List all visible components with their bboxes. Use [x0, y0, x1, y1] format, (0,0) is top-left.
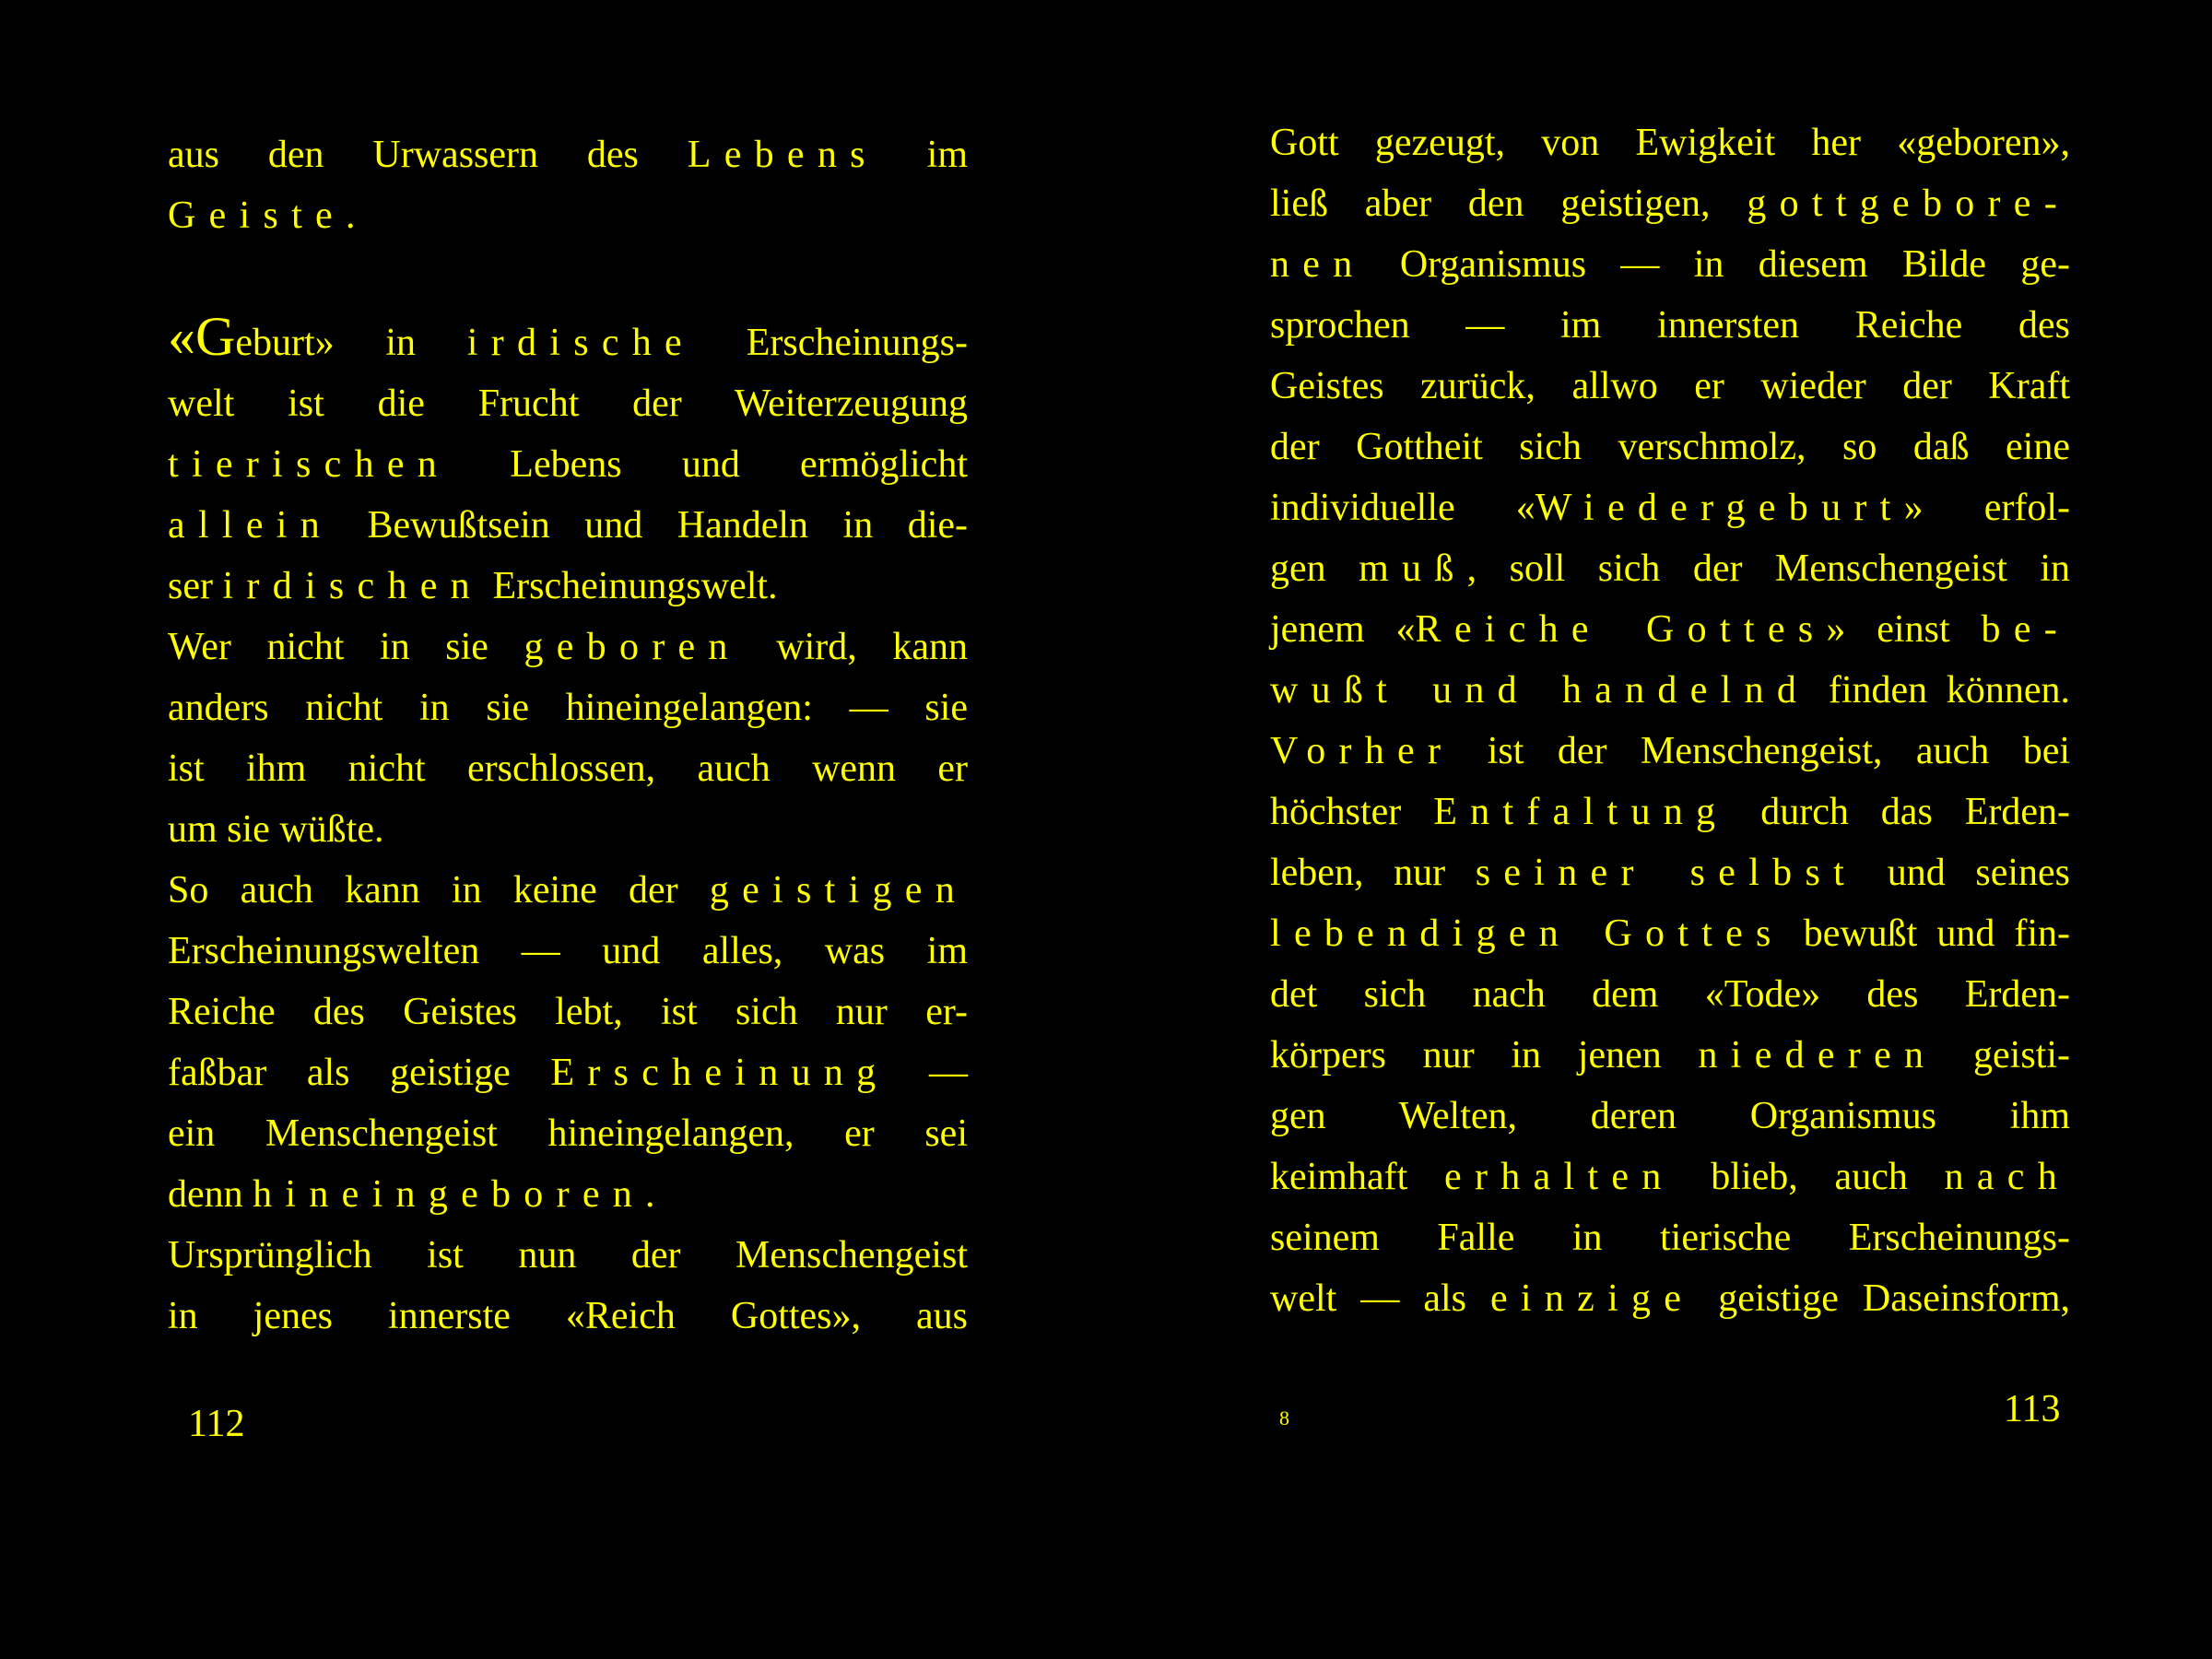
- spaced-emphasis: geistigen: [709, 869, 968, 912]
- text-line: nen Organismus — in diesem Bilde ge-: [1270, 243, 2070, 286]
- spaced-emphasis: Lebens: [687, 134, 878, 176]
- text-line: welt — als einzige geistige Daseinsform,: [1270, 1277, 2071, 1320]
- text-line: Vorher ist der Menschengeist, auch bei: [1270, 730, 2070, 772]
- text-line: faßbar als geistige Erscheinung —: [168, 1052, 969, 1094]
- spaced-emphasis: Vorher: [1270, 730, 1454, 772]
- spaced-emphasis: Reiche Gottes: [1415, 608, 1827, 651]
- text-line: anders nicht in sie hineingelangen: — sie: [168, 687, 968, 729]
- spaced-emphasis: seiner selbst: [1475, 852, 1858, 894]
- spaced-emphasis: muß: [1359, 547, 1467, 590]
- text-line: Geistes zurück, allwo er wieder der Kraft: [1270, 365, 2070, 407]
- text-line: Geiste.: [168, 194, 356, 237]
- spaced-emphasis: allein: [168, 504, 333, 547]
- spaced-emphasis: nach: [1944, 1156, 2071, 1198]
- text-line: ließ aber den geistigen, gottgebore-: [1270, 182, 2070, 225]
- text-line: det sich nach dem «Tode» des Erden-: [1270, 973, 2070, 1016]
- text-line: Erscheinungswelten — und alles, was im: [168, 930, 968, 972]
- text-line: welt ist die Frucht der Weiterzeugung: [168, 382, 968, 425]
- spaced-emphasis: niederen: [1698, 1034, 1937, 1077]
- text-line: wußt und handelnd finden können.: [1270, 669, 2070, 712]
- spaced-emphasis: lebendigen Gottes: [1270, 912, 1784, 955]
- text-line: Ursprünglich ist nun der Menschengeist: [168, 1234, 968, 1277]
- spaced-emphasis: irdische: [466, 322, 695, 364]
- text-line: ist ihm nicht erschlossen, auch wenn er: [168, 747, 968, 790]
- initial-capital: «G: [168, 306, 236, 367]
- text-line: jenem «Reiche Gottes» einst be-: [1270, 608, 2071, 651]
- spaced-emphasis: Wiedergeburt: [1535, 487, 1904, 529]
- right-page: [1106, 0, 2212, 1659]
- text-line: in jenes innerste «Reich Gottes», aus: [168, 1295, 968, 1337]
- text-line: um sie wüßte.: [168, 808, 384, 851]
- text-line: gen Welten, deren Organismus ihm: [1270, 1095, 2070, 1137]
- right-page-number: 113: [2004, 1388, 2061, 1430]
- text-line: aus den Urwassern des Lebens im: [168, 134, 968, 176]
- text-line: ein Menschengeist hineingelangen, er sei: [168, 1112, 968, 1155]
- text-line: «Geburt» in irdische Erscheinungs-: [168, 306, 968, 367]
- text-line: lebendigen Gottes bewußt und fin-: [1270, 912, 2070, 955]
- text-line: sprochen — im innersten Reiche des: [1270, 304, 2070, 347]
- text-line: So auch kann in keine der geistigen: [168, 869, 968, 912]
- text-line: individuelle «Wiedergeburt» erfol-: [1270, 487, 2070, 529]
- text-line: gen muß, soll sich der Menschengeist in: [1270, 547, 2070, 590]
- spaced-emphasis: tierischen: [168, 443, 451, 486]
- text-line: körpers nur in jenen niederen geisti-: [1270, 1034, 2070, 1077]
- text-line: allein Bewußtsein und Handeln in die-: [168, 504, 968, 547]
- spaced-emphasis: be-: [1981, 608, 2071, 651]
- left-page-number: 112: [188, 1403, 245, 1445]
- text-line: ser irdischen Erscheinungswelt.: [168, 565, 778, 607]
- spaced-emphasis: Geiste: [168, 194, 346, 237]
- spaced-emphasis: einzige: [1490, 1277, 1695, 1320]
- text-line: Wer nicht in sie geboren wird, kann: [168, 626, 968, 668]
- spaced-emphasis: Entfaltung: [1433, 791, 1729, 833]
- text-line: keimhaft erhalten blieb, auch nach: [1270, 1156, 2071, 1198]
- spaced-emphasis: nen: [1270, 243, 1366, 286]
- text-line: leben, nur seiner selbst und seines: [1270, 852, 2070, 894]
- text-line: denn hineingeboren.: [168, 1173, 655, 1216]
- text-line: seinem Falle in tierische Erscheinungs-: [1270, 1217, 2070, 1259]
- text-line: Gott gezeugt, von Ewigkeit her «geboren»,: [1270, 122, 2070, 164]
- spaced-emphasis: wußt und handelnd: [1270, 669, 1810, 712]
- signature-mark: 8: [1279, 1406, 1289, 1430]
- text-line: tierischen Lebens und ermöglicht: [168, 443, 968, 486]
- spaced-emphasis: hineingeboren: [253, 1173, 646, 1216]
- spaced-emphasis: erhalten: [1444, 1156, 1675, 1198]
- text-line: der Gottheit sich verschmolz, so daß eine: [1270, 426, 2070, 468]
- text-line: höchster Entfaltung durch das Erden-: [1270, 791, 2070, 833]
- text-line: Reiche des Geistes lebt, ist sich nur er-: [168, 991, 968, 1033]
- spaced-emphasis: Erscheinung: [550, 1052, 889, 1094]
- spaced-emphasis: gottgebore-: [1747, 182, 2070, 225]
- spaced-emphasis: irdischen: [222, 565, 483, 607]
- spaced-emphasis: geboren: [524, 626, 741, 668]
